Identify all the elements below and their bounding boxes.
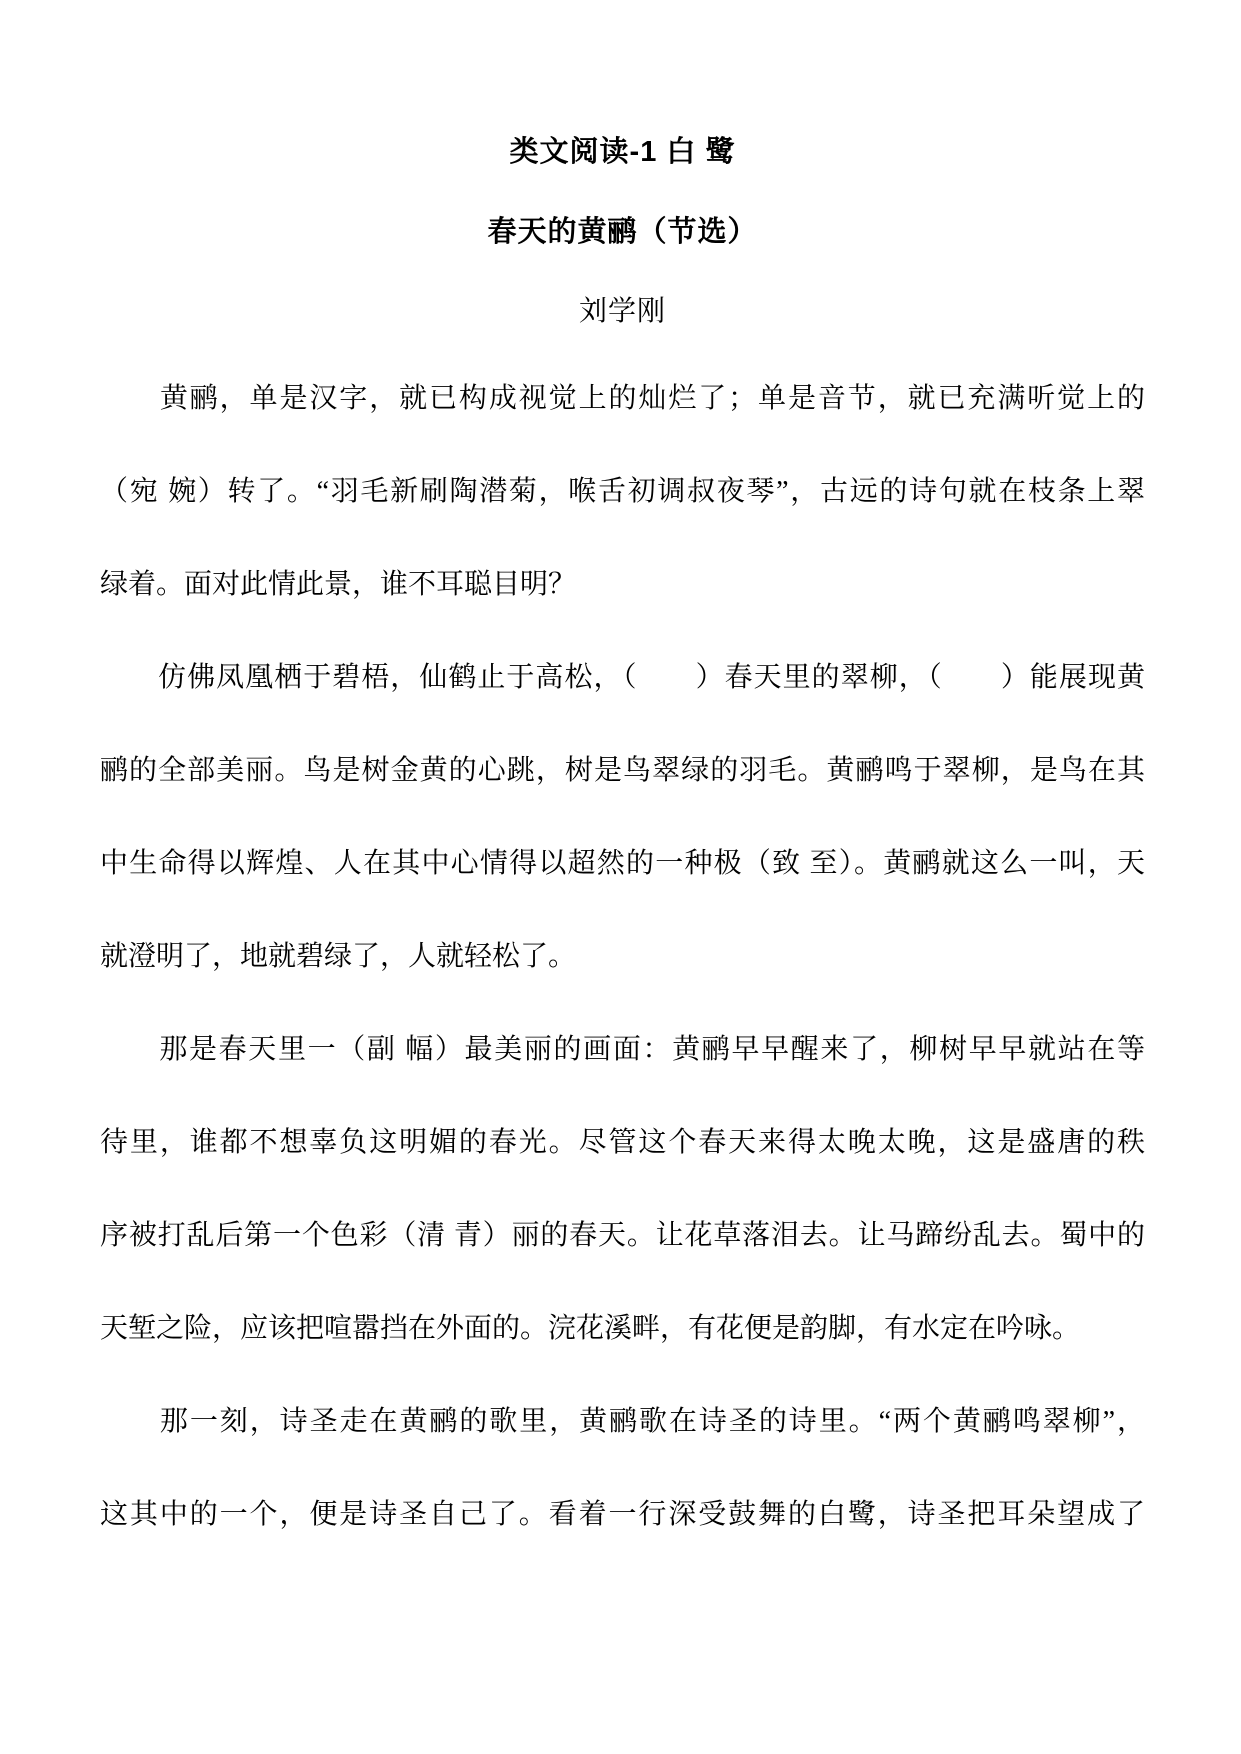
text-line: 待里，谁都不想辜负这明媚的春光。尽管这个春天来得太晚太晚，这是盛唐的秩 bbox=[100, 1127, 1145, 1158]
author-name: 刘学刚 bbox=[578, 296, 666, 327]
text-line: 绿着。面对此情此景，谁不耳聪目明？ bbox=[100, 569, 577, 600]
text-line: 那是春天里一（副 幅）最美丽的画面：黄鹂早早醒来了，柳树早早就站在等 bbox=[100, 1034, 1145, 1065]
document-subtitle: 春天的黄鹂（节选） bbox=[487, 216, 758, 248]
document-body bbox=[100, 352, 1145, 1561]
text-line: 这其中的一个，便是诗圣自己了。看着一行深受鼓舞的白鹭，诗圣把耳朵望成了 bbox=[100, 1499, 1145, 1530]
text-line: 黄鹂，单是汉字，就已构成视觉上的灿烂了；单是音节，就已充满听觉上的 bbox=[100, 383, 1145, 414]
text-line: 那一刻，诗圣走在黄鹂的歌里，黄鹂歌在诗圣的诗里。“两个黄鹂鸣翠柳”， bbox=[100, 1406, 1145, 1437]
text-line: 天堑之险，应该把喧嚣挡在外面的。浣花溪畔，有花便是韵脚，有水定在吟咏。 bbox=[100, 1313, 1081, 1344]
text-line: 鹂的全部美丽。鸟是树金黄的心跳，树是鸟翠绿的羽毛。黄鹂鸣于翠柳，是鸟在其 bbox=[100, 755, 1145, 786]
text-line: 就澄明了，地就碧绿了，人就轻松了。 bbox=[100, 941, 577, 972]
text-line: 中生命得以辉煌、人在其中心情得以超然的一种极（致 至）。黄鹂就这么一叫，天 bbox=[100, 848, 1145, 879]
text-line: 仿佛凤凰栖于碧梧，仙鹤止于高松，（ ）春天里的翠柳，（ ）能展现黄 bbox=[100, 662, 1145, 693]
text-line: 序被打乱后第一个色彩（清 青）丽的春天。让花草落泪去。让马蹄纷乱去。蜀中的 bbox=[100, 1220, 1145, 1251]
document-title: 类文阅读-1 白 鹭 bbox=[509, 136, 736, 168]
text-line: （宛 婉）转了。“羽毛新刷陶潜菊，喉舌初调叔夜琴”，古远的诗句就在枝条上翠 bbox=[100, 476, 1145, 507]
